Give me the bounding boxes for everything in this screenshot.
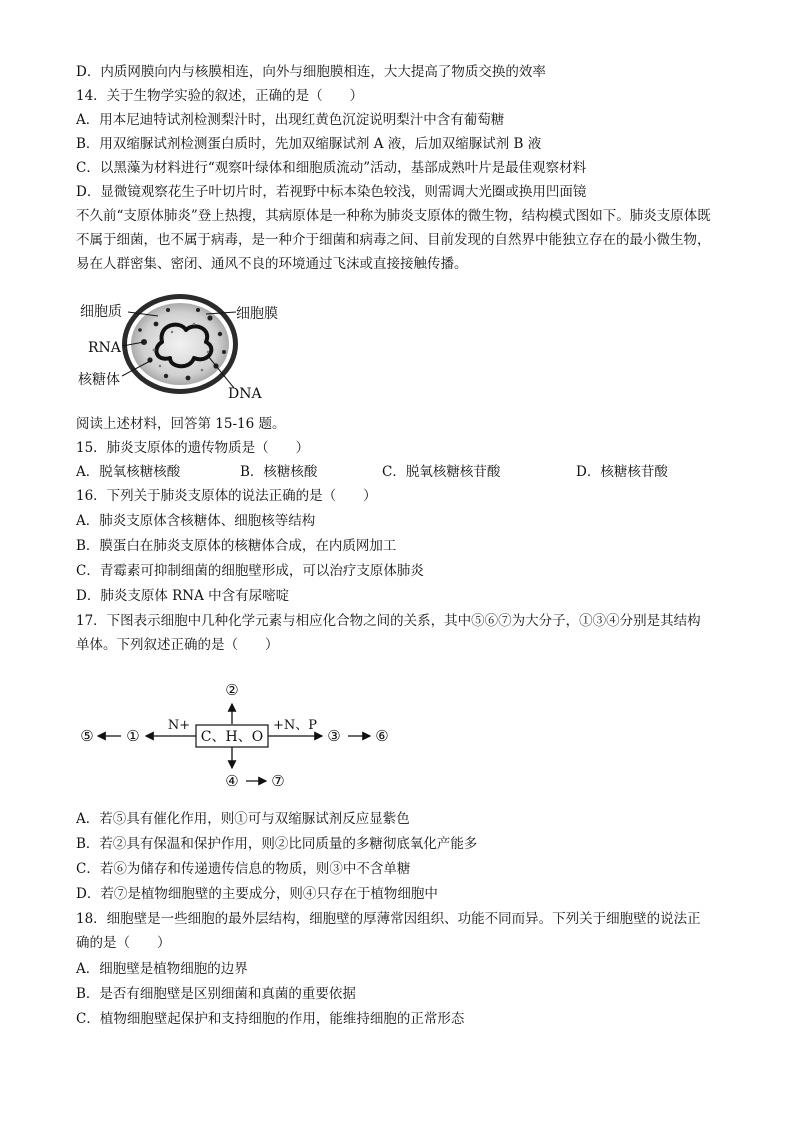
q14-option-d: D．显微镜观察花生子叶切片时，若视野中标本染色较浅，则需调大光圈或换用凹面镜	[76, 184, 587, 200]
q14-option-c: C．以黑藻为材料进行“观察叶绿体和细胞质流动”活动，基部成熟叶片是最佳观察材料	[76, 160, 587, 176]
q15-option-a: A．脱氧核糖核酸	[76, 464, 181, 480]
label-cell-membrane: 细胞膜	[236, 306, 278, 322]
q16-option-c: C．青霉素可抑制细菌的细胞壁形成，可以治疗支原体肺炎	[76, 563, 424, 579]
q13-option-d: D．内质网膜向内与核膜相连，向外与细胞膜相连，大大提高了物质交换的效率	[76, 64, 546, 80]
compound-4: ④	[225, 772, 239, 790]
compound-5: ⑤	[80, 727, 94, 745]
q18-stem-1: 18．细胞壁是一些细胞的最外层结构，细胞壁的厚薄常因组织、功能不同而异。下列关于细胞壁的说法正	[76, 911, 701, 927]
material-line-2: 不属于细菌，也不属于病毒，是一种介于细菌和病毒之间、目前发现的自然界中能独立存在的最小微生物，	[76, 232, 711, 248]
q15-option-b: B．核糖核酸	[240, 464, 318, 480]
q15-stem: 15．肺炎支原体的遗传物质是（ ）	[76, 440, 310, 456]
q15-option-d: D．核糖核苷酸	[576, 464, 668, 480]
q17-option-c: C．若⑥为储存和传递遗传信息的物质，则③中不含单糖	[76, 861, 411, 877]
material-line-3: 易在人群密集、密闭、通风不良的环境通过飞沫或直接接触传播。	[76, 256, 468, 272]
compound-2: ②	[225, 681, 239, 699]
material-line-1: 不久前“支原体肺炎”登上热搜，其病原体是一种称为肺炎支原体的微生物，结构模式图如下。肺炎支原体既	[76, 208, 711, 224]
label-dna: DNA	[228, 386, 262, 402]
q15-option-c: C．脱氧核糖核苷酸	[382, 464, 501, 480]
compound-1: ①	[126, 727, 140, 745]
center-elements: C、H、O	[200, 729, 264, 745]
q16-option-b: B．膜蛋白在肺炎支原体的核糖体合成，在内质网加工	[76, 538, 397, 554]
q18-option-c: C．植物细胞壁起保护和支持细胞的作用，能维持细胞的正常形态	[76, 1011, 465, 1027]
elements-compounds-diagram	[76, 676, 406, 798]
q18-option-a: A．细胞壁是植物细胞的边界	[76, 961, 248, 977]
mycoplasma-structure-figure	[70, 294, 300, 402]
label-cytoplasm: 细胞质	[80, 304, 122, 320]
compound-3: ③	[327, 727, 341, 745]
q16-option-d: D．肺炎支原体 RNA 中含有尿嘧啶	[76, 588, 290, 604]
compound-7: ⑦	[271, 772, 285, 790]
q16-option-a: A．肺炎支原体含核糖体、细胞核等结构	[76, 513, 316, 529]
q18-option-b: B．是否有细胞壁是区别细菌和真菌的重要依据	[76, 986, 356, 1002]
label-plus-n-p: +N、P	[272, 718, 318, 733]
label-rna: RNA	[88, 340, 121, 356]
q16-stem: 16．下列关于肺炎支原体的说法正确的是（ ）	[76, 488, 377, 504]
label-n-plus: N+	[167, 718, 191, 733]
q14-option-b: B．用双缩脲试剂检测蛋白质时，先加双缩脲试剂 A 液，后加双缩脲试剂 B 液	[76, 136, 542, 152]
q18-stem-2: 确的是（ ）	[76, 935, 171, 951]
q17-option-b: B．若②具有保温和保护作用，则②比同质量的多糖彻底氧化产能多	[76, 836, 478, 852]
read-instruction: 阅读上述材料，回答第 15-16 题。	[76, 416, 286, 432]
compound-6: ⑥	[375, 727, 389, 745]
q17-option-d: D．若⑦是植物细胞壁的主要成分，则④只存在于植物细胞中	[76, 886, 438, 902]
q17-stem-2: 单体。下列叙述正确的是（ ）	[76, 637, 279, 653]
label-ribosome: 核糖体	[78, 372, 120, 388]
q17-option-a: A．若⑤具有催化作用，则①可与双缩脲试剂反应显紫色	[76, 811, 410, 827]
q14-option-a: A．用本尼迪特试剂检测梨汁时，出现红黄色沉淀说明梨汁中含有葡萄糖	[76, 112, 505, 128]
q14-stem: 14．关于生物学实验的叙述，正确的是（ ）	[76, 88, 364, 104]
q17-stem-1: 17．下图表示细胞中几种化学元素与相应化合物之间的关系，其中⑤⑥⑦为大分子，①③④分别是其结构	[76, 613, 701, 629]
